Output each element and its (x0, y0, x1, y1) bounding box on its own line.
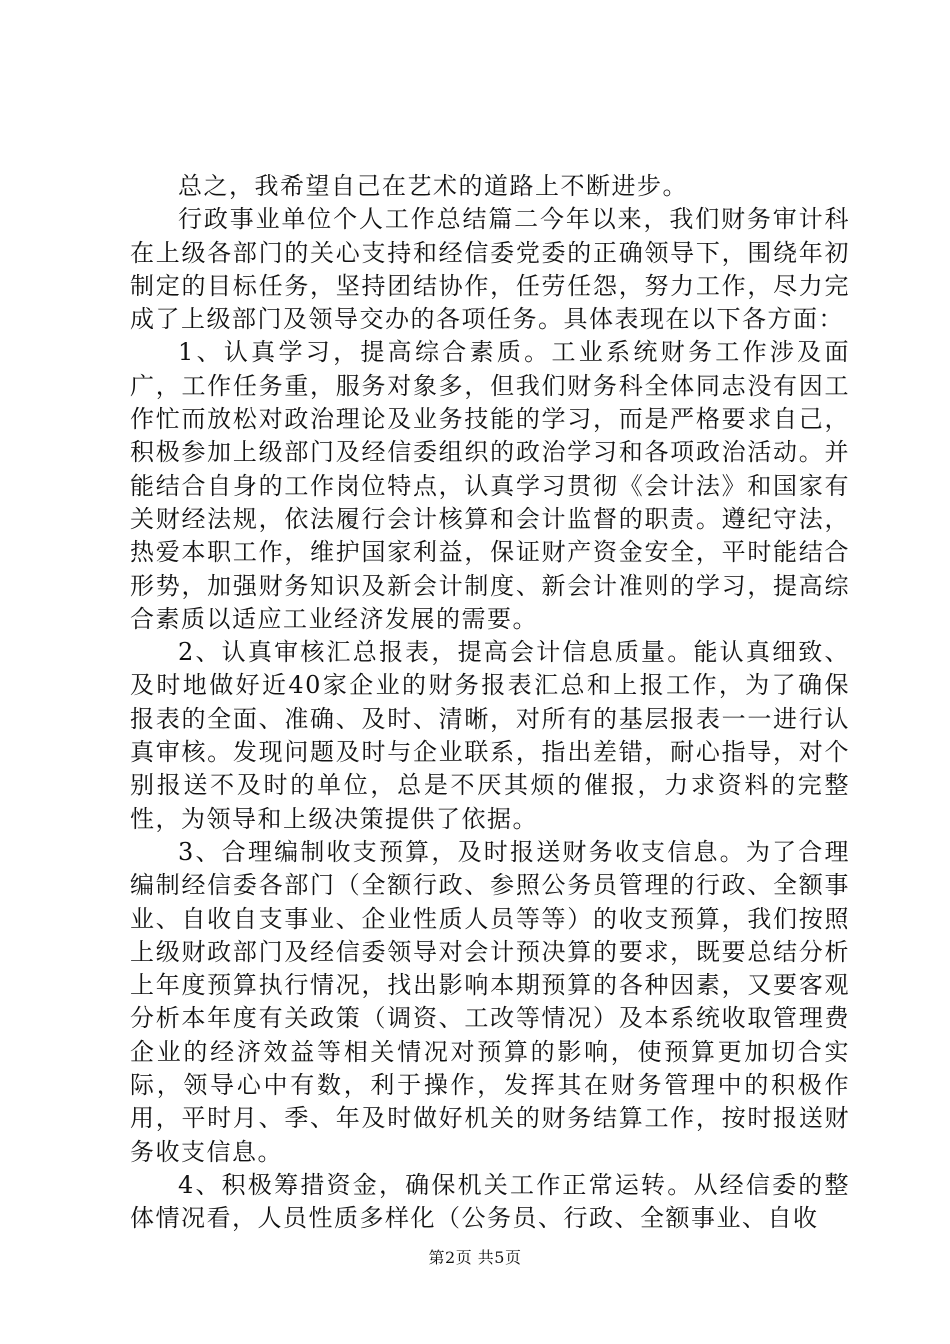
paragraph-item-1: 1、认真学习，提高综合素质。工业系统财务工作涉及面广，工作任务重，服务对象多，但我们财务科全体同志没有因工作忙而放松对政治理论及业务技能的学习，而是严格要求自己，积极参加上级部门及经信委组织的政治学习和各项政治活动。并能结合自身的工作岗位特点，认真学习贯彻《会计法》和国家有关财经法规，依法履行会计核算和会计监督的职责。遵纪守法，热爱本职工作，维护国家利益，保证财产资金安全，平时能结合形势，加强财务知识及新会计制度、新会计准则的学习，提高综合素质以适应工业经济发展的需要。 (130, 338, 850, 633)
document-body (130, 170, 850, 1236)
paragraph-intro: 行政事业单位个人工作总结篇二今年以来，我们财务审计科在上级各部门的关心支持和经信委党委的正确领导下，围绕年初制定的目标任务，坚持团结协作，任劳任怨，努力工作，尽力完成了上级部门及领导交办的各项任务。具体表现在以下各方面： (130, 205, 850, 334)
paragraph-item-4: 4、积极筹措资金，确保机关工作正常运转。从经信委的整体情况看，人员性质多样化（公务员、行政、全额事业、自收 (130, 1170, 850, 1233)
paragraph-item-3: 3、合理编制收支预算，及时报送财务收支信息。为了合理编制经信委各部门（全额行政、参照公务员管理的行政、全额事业、自收自支事业、企业性质人员等等）的收支预算，我们按照上级财政部门及经信委领导对会计预决算的要求，既要总结分析上年度预算执行情况，找出影响本期预算的各种因素，又要客观分析本年度有关政策（调资、工改等情况）及本系统收取管理费企业的经济效益等相关情况对预算的影响，使预算更加切合实际，领导心中有数，利于操作，发挥其在财务管理中的积极作用，平时月、季、年及时做好机关的财务结算工作，按时报送财务收支信息。 (130, 837, 850, 1166)
paragraph-conclusion: 总之，我希望自己在艺术的道路上不断进步。 (178, 172, 688, 200)
page-footer: 第2页 共5页 (428, 1248, 522, 1267)
paragraph-item-2: 2、认真审核汇总报表，提高会计信息质量。能认真细致、及时地做好近40家企业的财务报表汇总和上报工作，为了确保报表的全面、准确、及时、清晰，对所有的基层报表一一进行认真审核。发现问题及时与企业联系，指出差错，耐心指导，对个别报送不及时的单位，总是不厌其烦的催报，力求资料的完整性，为领导和上级决策提供了依据。 (130, 638, 850, 833)
